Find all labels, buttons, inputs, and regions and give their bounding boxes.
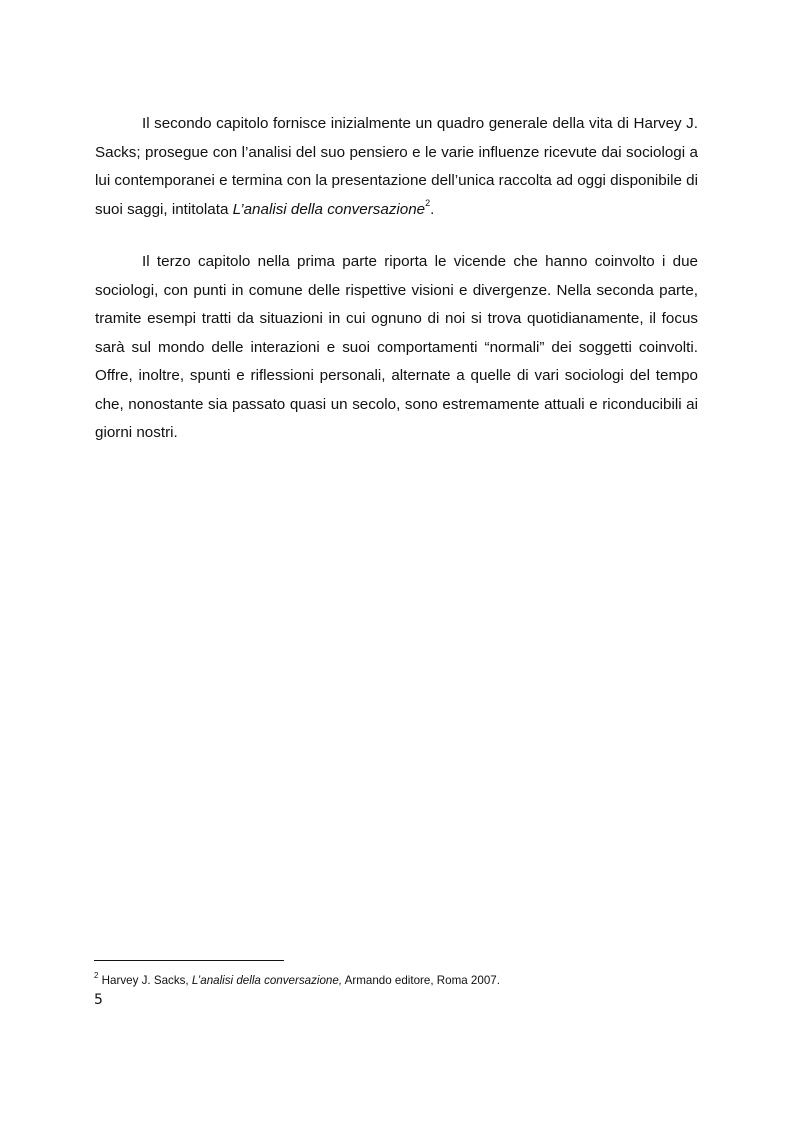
footnote-author: Harvey J. Sacks, <box>98 974 192 987</box>
paragraph-end: . <box>430 200 435 218</box>
book-title: L’analisi della conversazione <box>232 200 426 218</box>
footnote-title: L’analisi della conversazione, <box>191 974 343 987</box>
paragraph-text: Il terzo capitolo nella prima parte riporta le vicende che hanno coinvolto i due sociologi, con punti in comune delle rispettive visioni e divergenze. Nella seconda parte, tramite esempi tratti da situazioni in cui ognuno di noi si trova quotidianamente, il focus sarà sul mondo delle interazioni e suoi comportamenti “normali” dei soggetti coinvolti. Offre, inoltre, spunti e riflessioni personali, alternate a quelle di vari sociologi del tempo che, nonostante sia passato quasi un secolo, sono estremamente attuali e riconducibili ai giorni nostri. <box>95 253 698 441</box>
footnote-separator <box>94 960 284 961</box>
page-number: 5 <box>94 992 103 1008</box>
paragraph-text: Il secondo capitolo fornisce inizialmente un quadro generale della vita di Harvey J. Sacks; prosegue con l’analisi del suo pensiero e le varie influenze ricevute dai sociologi a lui contemporanei e termina con la presentazione dell’unica raccolta ad oggi disponibile di suoi saggi, intitolata <box>95 115 698 218</box>
footnote-reference[interactable]: 2 <box>425 198 431 209</box>
footnote-number: 2 <box>94 971 99 981</box>
footnote-publisher: Armando editore, Roma 2007. <box>342 974 500 987</box>
footnote <box>94 973 654 989</box>
paragraph-third-chapter <box>95 248 698 448</box>
paragraph-second-chapter <box>95 110 698 224</box>
